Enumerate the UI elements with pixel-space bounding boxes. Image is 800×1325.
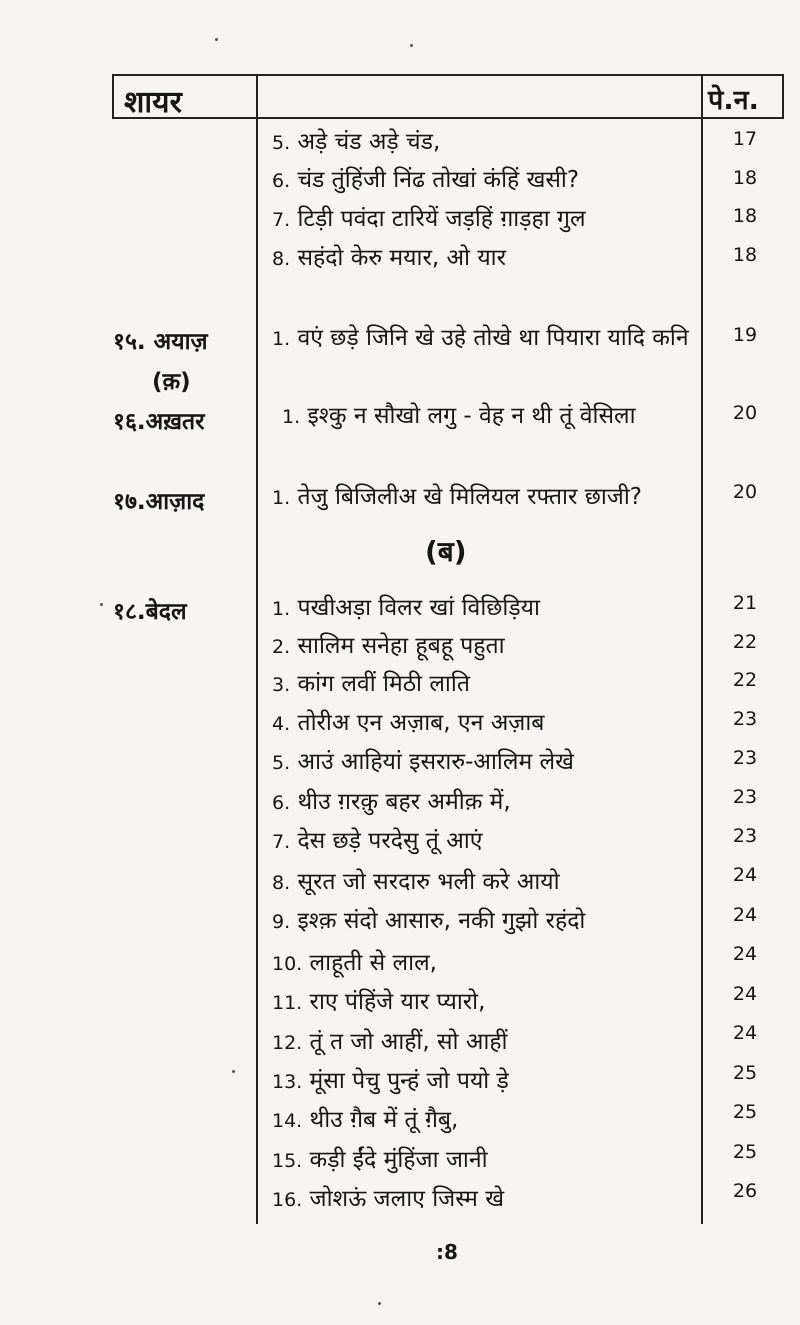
list-item: 3. कांग लवीं मिठी लाति bbox=[272, 671, 470, 697]
page-number: 25 bbox=[732, 1141, 758, 1163]
paper-speck bbox=[215, 38, 218, 41]
list-item: 1. वएं छड़े जिनि खे उहे तोखे था पियारा यादि कनि bbox=[272, 325, 689, 351]
list-item: 15. कड़ी ईंदे मुंहिंजा जानी bbox=[272, 1147, 488, 1173]
header-top-rule bbox=[112, 74, 784, 76]
page-number: 24 bbox=[732, 943, 758, 965]
paper-speck bbox=[378, 1302, 381, 1305]
paper-speck bbox=[232, 1070, 235, 1073]
page-number: 19 bbox=[732, 324, 758, 346]
page-number: 24 bbox=[732, 904, 758, 926]
page-number: 24 bbox=[732, 1022, 758, 1044]
poet-name: १७.आज़ाद bbox=[113, 489, 205, 515]
page-number: 17 bbox=[732, 128, 758, 150]
list-item: 1. पखीअड़ा विलर खां विछिड़िया bbox=[272, 595, 540, 621]
page-column-header: पे.न. bbox=[708, 85, 759, 116]
page-number: 24 bbox=[732, 864, 758, 886]
page-number: 23 bbox=[732, 747, 758, 769]
page-number: 24 bbox=[732, 983, 758, 1005]
page-column-divider bbox=[701, 74, 703, 1224]
paper-speck bbox=[410, 44, 413, 47]
list-item: 16. जोशऊं जलाए जिस्म खे bbox=[272, 1186, 505, 1212]
page-number: 23 bbox=[732, 825, 758, 847]
left-border bbox=[112, 74, 114, 119]
header-bottom-rule bbox=[112, 117, 784, 119]
poet-name-suffix: (क़) bbox=[152, 369, 191, 395]
poet-name: १८.बेदल bbox=[113, 599, 187, 625]
list-item: 5. आउं आहियां इसरारु-आलिम लेखे bbox=[272, 749, 574, 775]
list-item: 6. चंड तुंहिंजी निंढ तोखां कंहिं खसी? bbox=[272, 167, 580, 193]
page-number: 26 bbox=[732, 1180, 758, 1202]
list-item: 14. थीउ ग़ैब में तूं ग़ैबु, bbox=[272, 1107, 459, 1133]
page-number: 20 bbox=[732, 481, 758, 503]
list-item: 13. मूंसा पेचु पुन्हं जो पयो ड़े bbox=[272, 1068, 509, 1094]
page-number: 23 bbox=[732, 708, 758, 730]
poet-column-header: शायर bbox=[124, 85, 182, 120]
page-number: 21 bbox=[732, 592, 758, 614]
list-item: 11. राए पंहिंजे यार प्यारो, bbox=[272, 989, 486, 1015]
list-item: 9. इश्क़ संदो आसारु, नकी गुझो रहंदो bbox=[272, 908, 586, 934]
list-item: 1. इश्कु न सौखो लगु - वेह न थी तूं वेसिला bbox=[282, 403, 636, 429]
page-number: 22 bbox=[732, 631, 758, 653]
list-item: 8. सूरत जो सरदारु भली करे आयो bbox=[272, 869, 560, 895]
list-item: 7. टिड़ी पवंदा टारियें जड़हिं ग़ाड़हा गुल bbox=[272, 206, 586, 232]
list-item: 4. तोरीअ एन अज़ाब, एन अज़ाब bbox=[272, 710, 545, 736]
poet-name: १५. अयाज़ bbox=[113, 329, 208, 355]
list-item: 10. लाहूती से लाल, bbox=[272, 950, 437, 976]
page-number: 25 bbox=[732, 1062, 758, 1084]
list-item: 12. तूं त जो आहीं, सो आहीं bbox=[272, 1029, 508, 1055]
page-folio: :8 bbox=[436, 1240, 458, 1264]
page-number: 18 bbox=[732, 244, 758, 266]
right-border bbox=[782, 74, 784, 119]
paper-speck bbox=[100, 603, 103, 606]
page-number: 22 bbox=[732, 669, 758, 691]
page-number: 18 bbox=[732, 205, 758, 227]
section-heading: (ब) bbox=[425, 535, 467, 568]
page-number: 20 bbox=[732, 402, 758, 424]
list-item: 6. थीउ ग़रक़ु बहर अमीक़ में, bbox=[272, 789, 511, 815]
page-number: 23 bbox=[732, 786, 758, 808]
list-item: 5. अड़े चंड अड़े चंड, bbox=[272, 129, 441, 155]
list-item: 8. सहंदो केरु मयार, ओ यार bbox=[272, 245, 507, 271]
column-divider bbox=[256, 74, 258, 1224]
page-number: 18 bbox=[732, 167, 758, 189]
list-item: 2. सालिम सनेहा हूबहू पहुता bbox=[272, 633, 505, 659]
page-number: 25 bbox=[732, 1101, 758, 1123]
list-item: 7. देस छड़े परदेसु तूं आएं bbox=[272, 828, 483, 854]
poet-name: १६.अख़तर bbox=[113, 409, 205, 435]
list-item: 1. तेजु बिजिलीअ खे मिलियल रफ्तार छाजी? bbox=[272, 484, 643, 510]
